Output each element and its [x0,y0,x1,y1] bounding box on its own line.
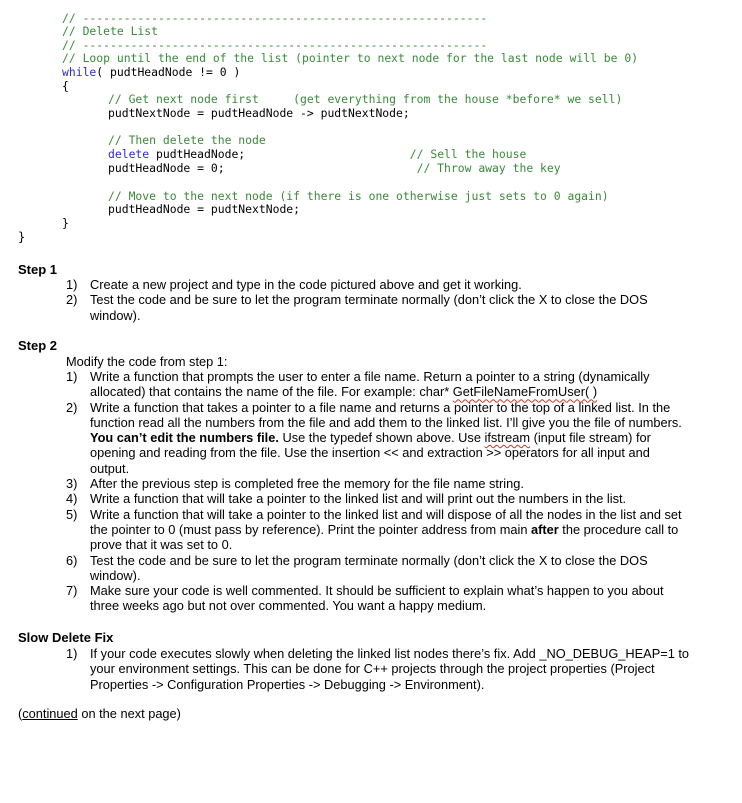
list-text: If your code executes slowly when deleting the linked list nodes there’s fix. Add _NO_DEBUG_HEAP=1 to your environment settings. This can be done for C++ projects through the project properties (Project Properties -> Configuration Properties -> Debugging -> Environment). [90,646,690,692]
code-text: ( pudtHeadNode != 0 ) [96,65,241,79]
code-comment: // Sell the house [409,147,527,161]
code-comment: // ----------------------------------------------------------- [62,11,488,25]
list-item [66,646,692,692]
list-text: Make sure your code is well commented. It should be sufficient to explain what’s happen to you about three weeks ago but not over commented. You want a happy medium. [90,583,664,614]
code-text: { [62,79,69,93]
list-item [66,277,686,292]
step1-heading: Step 1 [18,262,58,277]
list-text: the procedure call to prove that it was set to 0. [90,521,679,553]
step1-list [66,277,686,323]
list-number: 1) [66,646,78,661]
code-line [62,52,638,65]
continued-note [18,706,181,721]
code-line [108,203,300,216]
code-line [108,162,561,175]
list-number: 2) [66,292,78,308]
code-keyword: delete [108,147,150,161]
list-text: Test the code and be sure to let the program terminate normally (don’t click the X to close the DOS window). [90,292,648,323]
code-comment: // Loop until the end of the list (pointer to next node for the last node will be 0) [62,51,639,65]
list-number: 2) [66,399,78,415]
list-item [66,553,692,584]
list-number: 4) [66,491,78,507]
slow-delete-list [66,646,692,692]
list-text: Create a new project and type in the code pictured above and get it working. [90,277,522,292]
list-text: Use the typedef shown above. Use [278,430,485,446]
list-number: 6) [66,552,78,568]
function-name: GetFileNameFromUser( ) [452,384,598,400]
code-keyword: while [62,65,97,79]
code-line [108,148,526,161]
code-comment: // ----------------------------------------------------------- [62,38,488,52]
closing-brace: } [18,230,26,244]
code-text: pudtNextNode = pudtHeadNode -> pudtNextNode; [108,106,410,120]
list-number: 1) [66,369,78,384]
list-number: 1) [66,277,78,292]
list-text: Write a function that will take a pointer to the linked list and will dispose of all the nodes in the list and set the pointer to 0 (must pass by reference). Print the pointer address from main [90,506,682,537]
code-text: pudtHeadNode = 0; [108,161,417,175]
code-line [108,93,622,106]
code-line [62,25,158,38]
code-line [108,134,266,147]
list-item [66,476,692,491]
list-number: 5) [66,506,78,522]
code-line [62,66,240,79]
emphasis-text: You can’t edit the numbers file. [90,430,279,446]
step2-list [66,369,692,614]
code-comment: // Get next node first (get everything from the house *before* we sell) [108,92,623,106]
list-item [66,583,692,614]
ifstream-term: ifstream [484,430,531,446]
step2-intro: Modify the code from step 1: [66,354,228,369]
code-text: } [62,216,69,230]
list-text: Write a function that will take a pointer to the linked list and will print out the numbers in the list. [90,491,627,507]
list-number: 3) [66,476,78,492]
code-comment: // Delete List [62,24,159,38]
code-line [108,107,410,120]
list-text: (input file stream) for opening and reading from the file. Use the insertion << and extraction >> operators for all input and output. [90,430,651,476]
list-number: 7) [66,583,78,599]
code-line [62,217,69,230]
code-text: pudtHeadNode; [149,147,410,161]
code-text: pudtHeadNode = pudtNextNode; [108,202,301,216]
code-comment: // Throw away the key [416,161,561,175]
continued-rest: on the next page) [77,706,181,721]
code-line [62,80,69,93]
slow-delete-heading: Slow Delete Fix [18,630,114,645]
list-item [66,491,692,506]
list-text: Write a function that prompts the user to enter a file name. Return a pointer to a string (dynamically allocated) that contains the name of the file. For example: char* [90,369,650,400]
list-item [66,507,692,553]
code-comment: // Move to the next node (if there is one otherwise just sets to 0 again) [108,189,609,203]
list-text: Test the code and be sure to let the program terminate normally (don’t click the X to close the DOS window). [90,552,648,583]
step2-heading: Step 2 [18,338,58,353]
code-comment: // Then delete the node [108,133,266,147]
list-item [66,400,692,476]
emphasis-text: after [531,521,559,537]
continued-word: continued [22,706,78,721]
continued-open: ( [18,706,23,721]
list-item [66,292,686,323]
list-text: After the previous step is completed free the memory for the file name string. [90,476,524,492]
list-item [66,369,692,400]
list-text: Write a function that takes a pointer to a file name and returns a pointer to the top of a linked list. In the function read all the numbers from the file and add them to the linked list. I’ll give you the file of numbers. [90,399,682,430]
